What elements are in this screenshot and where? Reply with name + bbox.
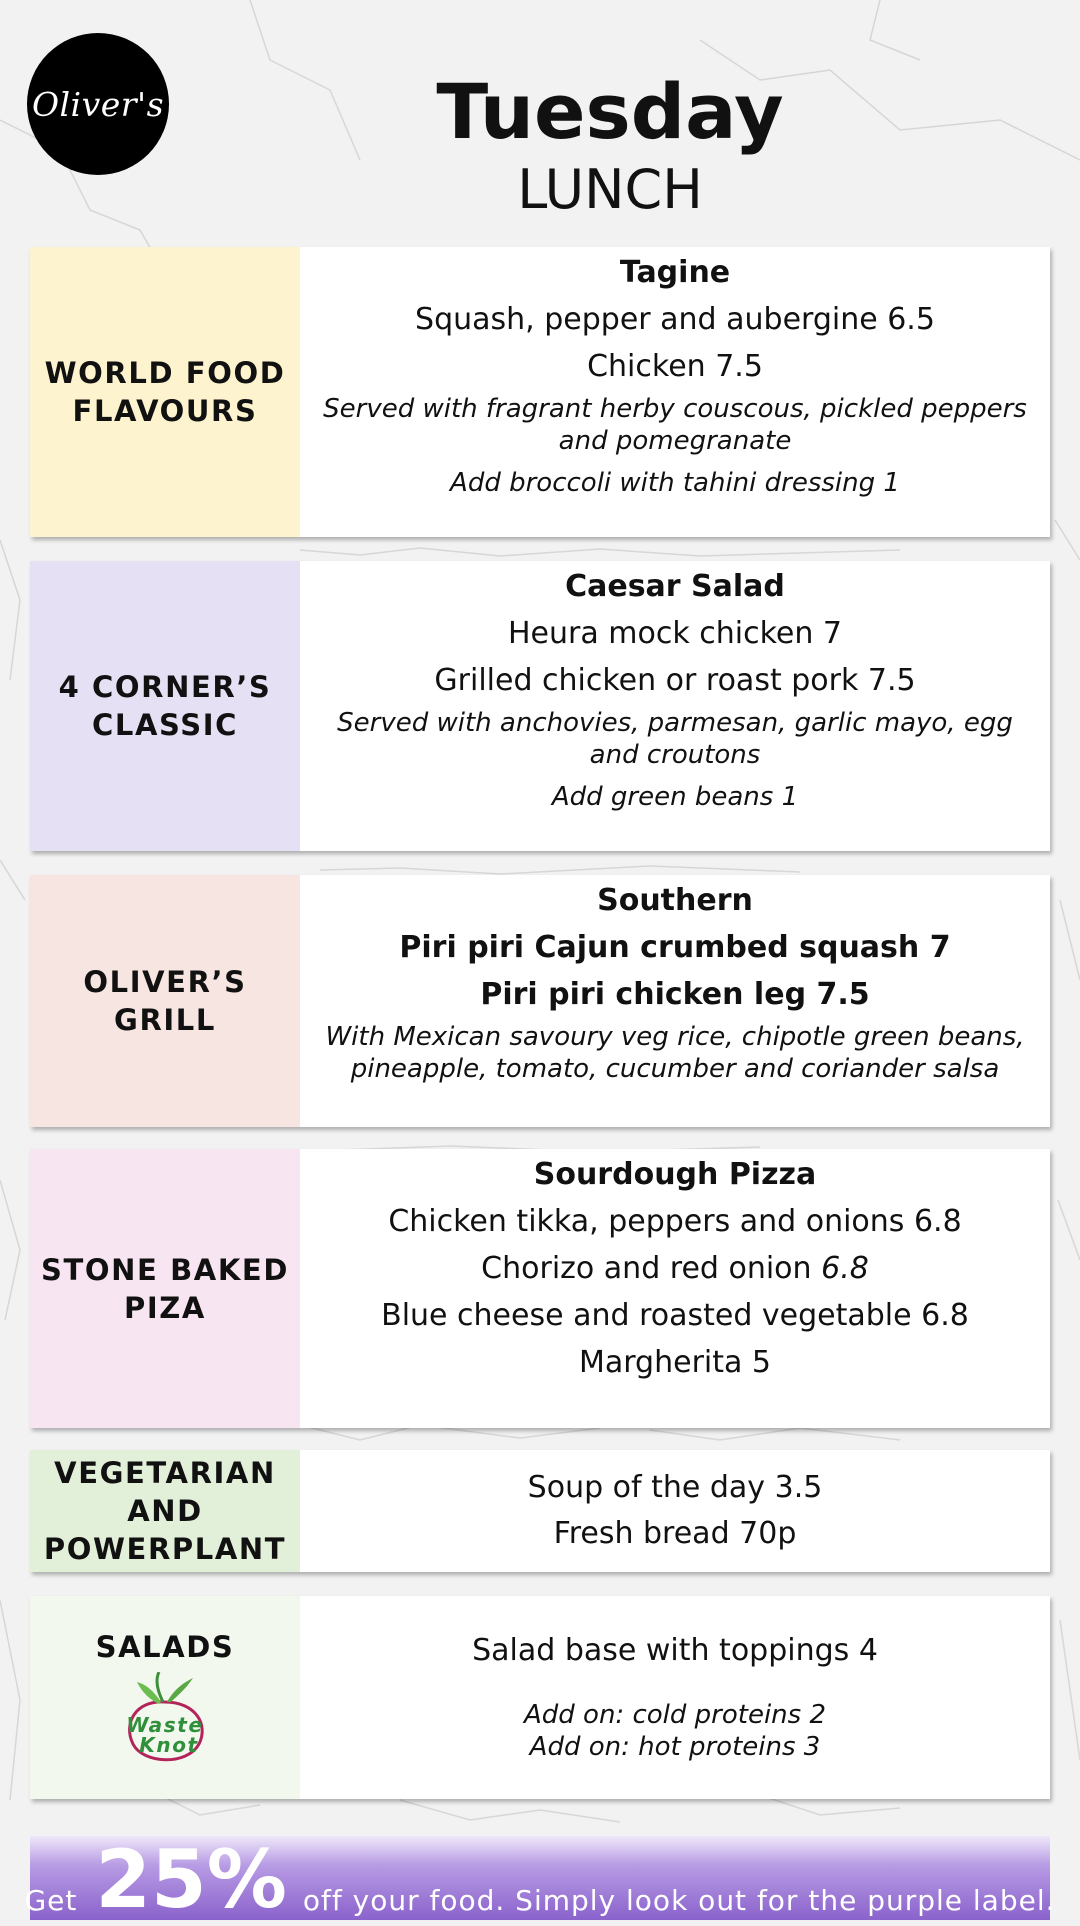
menu-note: With Mexican savoury veg rice, chipotle green beans, pineapple, tomato, cucumber and coriander salsa	[325, 1022, 1025, 1084]
menu-item	[481, 1251, 869, 1287]
menu-item: Heura mock chicken 7	[508, 616, 842, 651]
olivers-logo	[27, 33, 169, 175]
menu-section-salads	[30, 1596, 1050, 1799]
section-label: SALADS	[95, 1629, 235, 1664]
menu-item: Piri piri Cajun crumbed squash 7	[399, 930, 951, 965]
menu-item: Piri piri chicken leg 7.5	[480, 977, 870, 1012]
menu-note: Served with fragrant herby couscous, pickled peppers and pomegranate	[323, 394, 1027, 456]
menu-item: Blue cheese and roasted vegetable 6.8	[381, 1298, 969, 1333]
section-content	[300, 247, 1050, 537]
menu-item-price: 6.8	[821, 1251, 869, 1286]
svg-text:Knot: Knot	[139, 1732, 199, 1757]
menu-section-vegetarian	[30, 1450, 1050, 1572]
menu-note: Add green beans 1	[551, 782, 799, 812]
dish-title: Sourdough Pizza	[533, 1157, 817, 1192]
svg-text:Waste: Waste	[126, 1712, 204, 1737]
menu-note: Add on: hot proteins 3	[529, 1731, 821, 1762]
menu-note: Add on: cold proteins 2	[523, 1699, 826, 1730]
section-label: OLIVER’S GRILL	[30, 875, 300, 1127]
section-label: VEGETARIAN AND POWERPLANT	[30, 1450, 300, 1572]
menu-item-name: Chorizo and red onion	[481, 1251, 812, 1286]
menu-note: Served with anchovies, parmesan, garlic mayo, egg and croutons	[337, 708, 1013, 770]
section-content	[300, 1596, 1050, 1799]
section-label: WORLD FOOD FLAVOURS	[30, 247, 300, 537]
menu-item: Squash, pepper and aubergine 6.5	[415, 302, 935, 337]
menu-section-stone-baked-pizza	[30, 1149, 1050, 1428]
menu-item: Margherita 5	[578, 1345, 772, 1380]
promo-prefix: Get	[24, 1884, 78, 1917]
menu-section-olivers-grill	[30, 875, 1050, 1127]
promo-percent: 25%	[95, 1833, 287, 1926]
dish-title: Tagine	[619, 255, 731, 290]
section-content	[300, 1149, 1050, 1428]
promo-suffix: off your food. Simply look out for the purple label.	[302, 1884, 1056, 1917]
menu-note: Add broccoli with tahini dressing 1	[450, 468, 900, 498]
section-label: STONE BAKED PIZA	[30, 1149, 300, 1428]
section-content	[300, 875, 1050, 1127]
section-content	[300, 1450, 1050, 1572]
logo-text: Oliver's	[31, 84, 165, 124]
menu-item: Salad base with toppings 4	[472, 1632, 878, 1668]
page-title-day: Tuesday	[436, 67, 784, 156]
menu-item: Chicken 7.5	[587, 349, 763, 384]
section-content	[300, 561, 1050, 851]
section-label: 4 CORNER’S CLASSIC	[30, 561, 300, 851]
section-label-box	[30, 1596, 300, 1799]
menu-section-world-food	[30, 247, 1050, 537]
menu-item: Chicken tikka, peppers and onions 6.8	[388, 1204, 962, 1239]
promo-banner	[24, 1833, 1056, 1926]
menu-section-4-corners	[30, 561, 1050, 851]
menu-item: Fresh bread 70p	[553, 1516, 797, 1551]
waste-knot-badge	[115, 1672, 215, 1768]
menu-item: Soup of the day 3.5	[527, 1470, 823, 1505]
page-subtitle-meal: LUNCH	[517, 158, 703, 221]
beetroot-icon	[115, 1672, 215, 1768]
menu-item: Grilled chicken or roast pork 7.5	[434, 663, 916, 698]
dish-title: Southern	[597, 883, 753, 918]
dish-title: Caesar Salad	[565, 569, 785, 604]
